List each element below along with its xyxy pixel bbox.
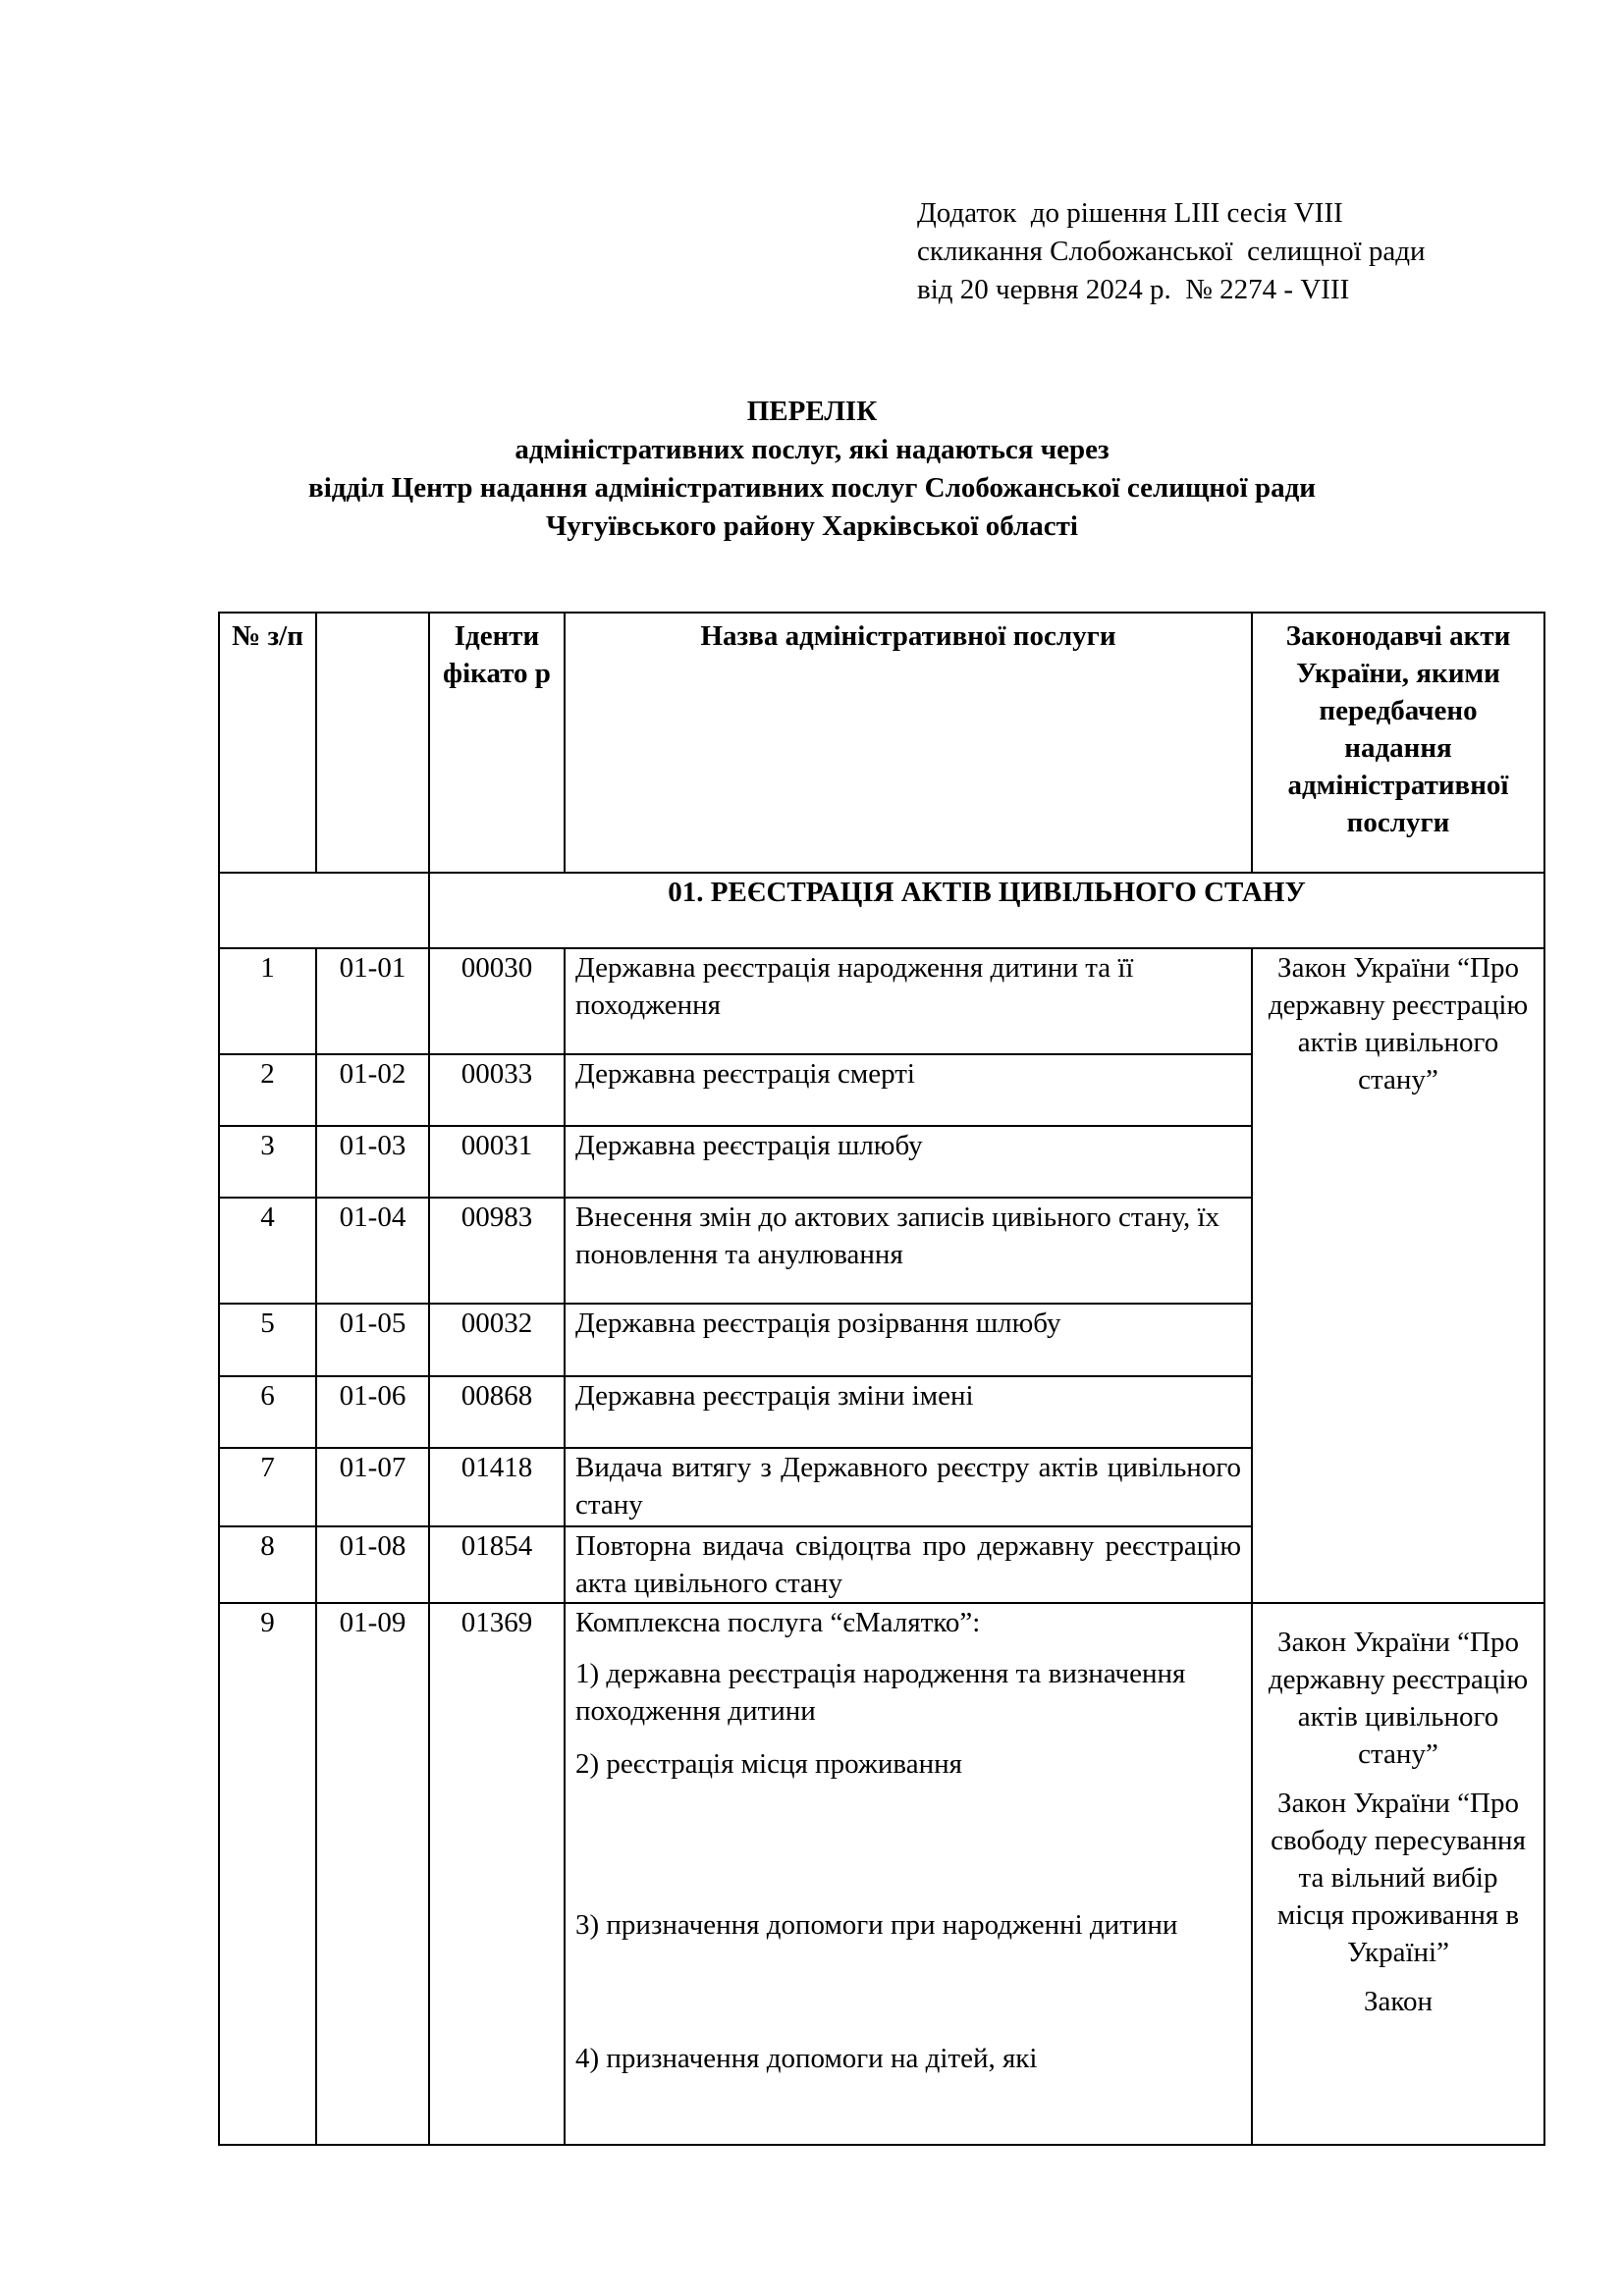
complex-service-item: 4) призначення допомоги на дітей, які <box>575 2043 1038 2074</box>
law-civil-status: Закон України “Про державну реєстрацію актів цивільного стану” <box>1252 948 1544 1603</box>
row-service-name: Державна реєстрація розірвання шлюбу <box>565 1304 1252 1376</box>
row-code: 01-05 <box>316 1304 429 1376</box>
header-service-name: Назва адміністративної послуги <box>565 613 1252 873</box>
row-law <box>1252 1603 1544 2145</box>
row-service-name: Видача витягу з Державного реєстру актів цивільного стану <box>565 1448 1252 1526</box>
row-num: 4 <box>219 1198 316 1304</box>
row-service-name: Державна реєстрація смерті <box>565 1054 1252 1126</box>
row-code: 01-07 <box>316 1448 429 1526</box>
document-title: ПЕРЕЛІК <box>746 396 878 427</box>
header-law: Законодавчі акти України, якими передбачено надання адміністративної послуги <box>1252 613 1544 873</box>
heading-line-2: адміністративних послуг, які надаються через <box>514 434 1110 465</box>
row-identifier: 01418 <box>429 1448 565 1526</box>
row-num: 6 <box>219 1376 316 1448</box>
law-freedom-of-movement: Закон України “Про свободу пересування та вільний вибір місця проживання в Україні” <box>1271 1788 1526 1968</box>
row-num: 1 <box>219 948 316 1054</box>
row-code: 01-09 <box>316 1603 429 2145</box>
law-continued: Закон <box>1363 1986 1434 2017</box>
row-identifier: 00868 <box>429 1376 565 1448</box>
row-service-name <box>565 1603 1252 2145</box>
addendum-line-2: скликання Слобожанської селищної ради <box>917 236 1426 267</box>
row-service-name: Державна реєстрація народження дитини та її походження <box>565 948 1252 1054</box>
row-identifier: 00031 <box>429 1126 565 1198</box>
row-code: 01-08 <box>316 1526 429 1603</box>
row-code: 01-06 <box>316 1376 429 1448</box>
complex-service-item: 1) державна реєстрація народження та визначення походження дитини <box>575 1658 1186 1727</box>
table-row <box>219 948 1544 1054</box>
header-identifier: Іденти фікато р <box>429 613 565 873</box>
row-service-name: Внесення змін до актових записів цивіьного стану, їх поновлення та анулювання <box>565 1198 1252 1304</box>
complex-service-item: 2) реєстрація місця проживання <box>575 1748 962 1780</box>
row-identifier: 00983 <box>429 1198 565 1304</box>
table-row <box>219 1603 1544 2145</box>
row-identifier: 00032 <box>429 1304 565 1376</box>
section-empty-cell <box>219 873 429 948</box>
row-code: 01-03 <box>316 1126 429 1198</box>
row-code: 01-02 <box>316 1054 429 1126</box>
row-service-name: Повторна видача свідоцтва про державну реєстрацію акта цивільного стану <box>565 1526 1252 1603</box>
row-identifier: 00033 <box>429 1054 565 1126</box>
row-service-name: Державна реєстрація зміни імені <box>565 1376 1252 1448</box>
row-num: 8 <box>219 1526 316 1603</box>
row-num: 5 <box>219 1304 316 1376</box>
header-num: № з/п <box>219 613 316 873</box>
law-civil-status-2: Закон України “Про державну реєстрацію актів цивільного стану” <box>1268 1627 1529 1770</box>
row-identifier: 01854 <box>429 1526 565 1603</box>
table-header-row <box>219 613 1544 873</box>
row-num: 7 <box>219 1448 316 1526</box>
row-num: 2 <box>219 1054 316 1126</box>
header-code <box>316 613 429 873</box>
addendum-block <box>917 194 1426 309</box>
heading-line-4: Чугуївського району Харківської області <box>546 510 1078 542</box>
section-row <box>219 873 1544 948</box>
document-heading <box>0 393 1624 546</box>
row-identifier: 00030 <box>429 948 565 1054</box>
row-code: 01-01 <box>316 948 429 1054</box>
row-num: 9 <box>219 1603 316 2145</box>
row-code: 01-04 <box>316 1198 429 1304</box>
addendum-line-3: від 20 червня 2024 р. № 2274 - VIII <box>917 274 1350 305</box>
addendum-line-1: Додаток до рішення LIII сесія VIII <box>917 197 1343 229</box>
row-identifier: 01369 <box>429 1603 565 2145</box>
section-title: 01. РЕЄСТРАЦІЯ АКТІВ ЦИВІЛЬНОГО СТАНУ <box>429 873 1544 948</box>
complex-service-title: Комплексна послуга “єМалятко”: <box>575 1607 981 1638</box>
row-num: 3 <box>219 1126 316 1198</box>
row-service-name: Державна реєстрація шлюбу <box>565 1126 1252 1198</box>
complex-service-item: 3) призначення допомоги при народженні дитини <box>575 1909 1178 1941</box>
heading-line-3: відділ Центр надання адміністративних послуг Слобожанської селищної ради <box>308 472 1316 504</box>
services-table <box>218 612 1545 2146</box>
